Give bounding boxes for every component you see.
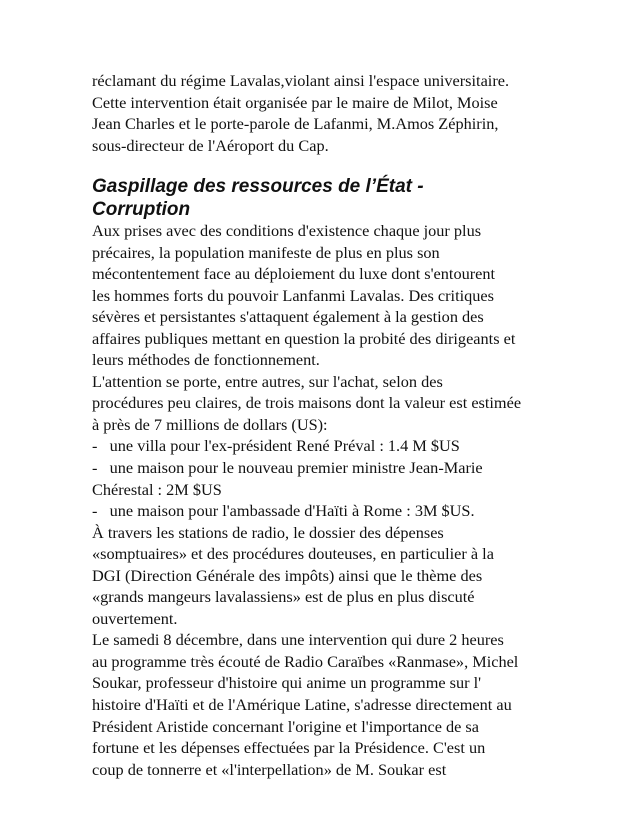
section-heading: Gaspillage des ressources de l’État - Corruption <box>92 176 424 220</box>
intro-paragraph: réclamant du régime Lavalas,violant ainsi l'espace universitaire. Cette intervention était organisée par le maire de Milot, Moise Jean Charles et le porte-parole de Lafanmi, M.Amos Zéphirin, sous-directeur de l'Aéroport du Cap. <box>92 71 510 155</box>
section-body: Aux prises avec des conditions d'existence chaque jour plus précaires, la population manifeste de plus en plus son mécontentement face au déploiement du luxe dont s'entourent les hommes forts du pouvoir Lanfanmi Lavalas. Des critiques sévères et persistantes s'attaquent également à la gestion des affaires publiques mettant en question la probité des dirigeants et leurs méthodes de fonctionnement. L'attention se porte, entre autres, sur l'achat, selon des procédures peu claires, de trois maisons dont la valeur est estimée à près de 7 millions de dollars (US): - une villa pour l'ex-président René Préval : 1.4 M $US - une maison pour le nouveau premier ministre Jean-Marie Chérestal : 2M $US - une maison pour l'ambassade d'Haïti à Rome : 3M $US. À travers les stations de radio, le dossier des dépenses «somptuaires» et des procédures douteuses, en particulier à la DGI (Direction Générale des impôts) ainsi que le thème des «grands mangeurs lavalassiens» est de plus en plus discuté ouvertement. Le samedi 8 décembre, dans une intervention qui dure 2 heures au programme très écouté de Radio Caraïbes «Ranmase», Michel Soukar, professeur d'histoire qui anime un programme sur l' histoire d'Haïti et de l'Amérique Latine, s'adresse directement au Président Aristide concernant l'origine et l'importance de sa fortune et les dépenses effectuées par la Présidence. C'est un coup de tonnerre et «l'interpellation» de M. Soukar est <box>92 221 522 779</box>
